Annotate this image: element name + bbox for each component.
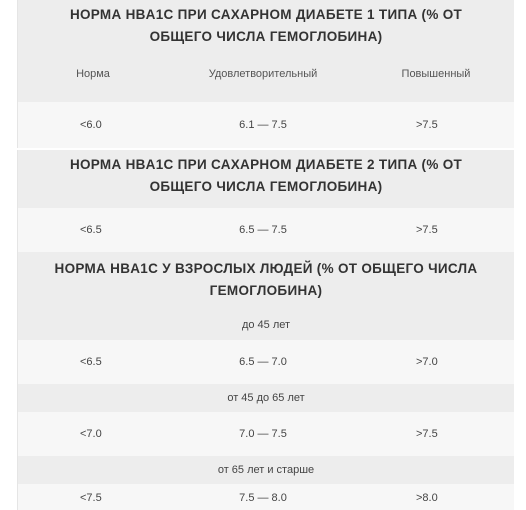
cell-satisfactory: 7.0 — 7.5 — [239, 428, 287, 440]
cell-elevated: >7.5 — [416, 428, 438, 440]
cell-norm: <6.5 — [80, 224, 102, 236]
table-row — [18, 340, 514, 384]
age-group-label: от 45 до 65 лет — [18, 384, 514, 412]
cell-norm: <6.5 — [80, 356, 102, 368]
table-header-row — [18, 52, 514, 102]
table-row — [18, 208, 514, 252]
table-diabetes-type-1 — [17, 0, 514, 148]
cell-norm: <7.5 — [80, 492, 102, 504]
cell-elevated: >7.5 — [416, 119, 438, 131]
age-group-label: до 45 лет — [18, 310, 514, 340]
column-header-norm: Норма — [76, 68, 110, 80]
cell-norm: <6.0 — [80, 119, 102, 131]
cell-satisfactory: 6.1 — 7.5 — [239, 119, 287, 131]
table-title: НОРМА HBA1C У ВЗРОСЛЫХ ЛЮДЕЙ (% ОТ ОБЩЕГО ЧИСЛА ГЕМОГЛОБИНА) — [18, 252, 514, 310]
cell-satisfactory: 6.5 — 7.5 — [239, 224, 287, 236]
age-group-label: от 65 лет и старше — [18, 456, 514, 484]
column-header-elevated: Повышенный — [401, 68, 471, 80]
table-adults — [17, 252, 514, 510]
table-title: НОРМА HBA1C ПРИ САХАРНОМ ДИАБЕТЕ 1 ТИПА (% ОТ ОБЩЕГО ЧИСЛА ГЕМОГЛОБИНА) — [18, 0, 514, 52]
table-row — [18, 102, 514, 148]
cell-elevated: >7.0 — [416, 356, 438, 368]
table-row — [18, 484, 514, 510]
cell-satisfactory: 6.5 — 7.0 — [239, 356, 287, 368]
table-diabetes-type-2 — [17, 150, 514, 252]
table-title: НОРМА HBA1C ПРИ САХАРНОМ ДИАБЕТЕ 2 ТИПА (% ОТ ОБЩЕГО ЧИСЛА ГЕМОГЛОБИНА) — [18, 150, 514, 208]
cell-elevated: >8.0 — [416, 492, 438, 504]
column-header-satisfactory: Удовлетворительный — [208, 68, 318, 80]
table-row — [18, 412, 514, 456]
cell-satisfactory: 7.5 — 8.0 — [239, 492, 287, 504]
cell-elevated: >7.5 — [416, 224, 438, 236]
cell-norm: <7.0 — [80, 428, 102, 440]
